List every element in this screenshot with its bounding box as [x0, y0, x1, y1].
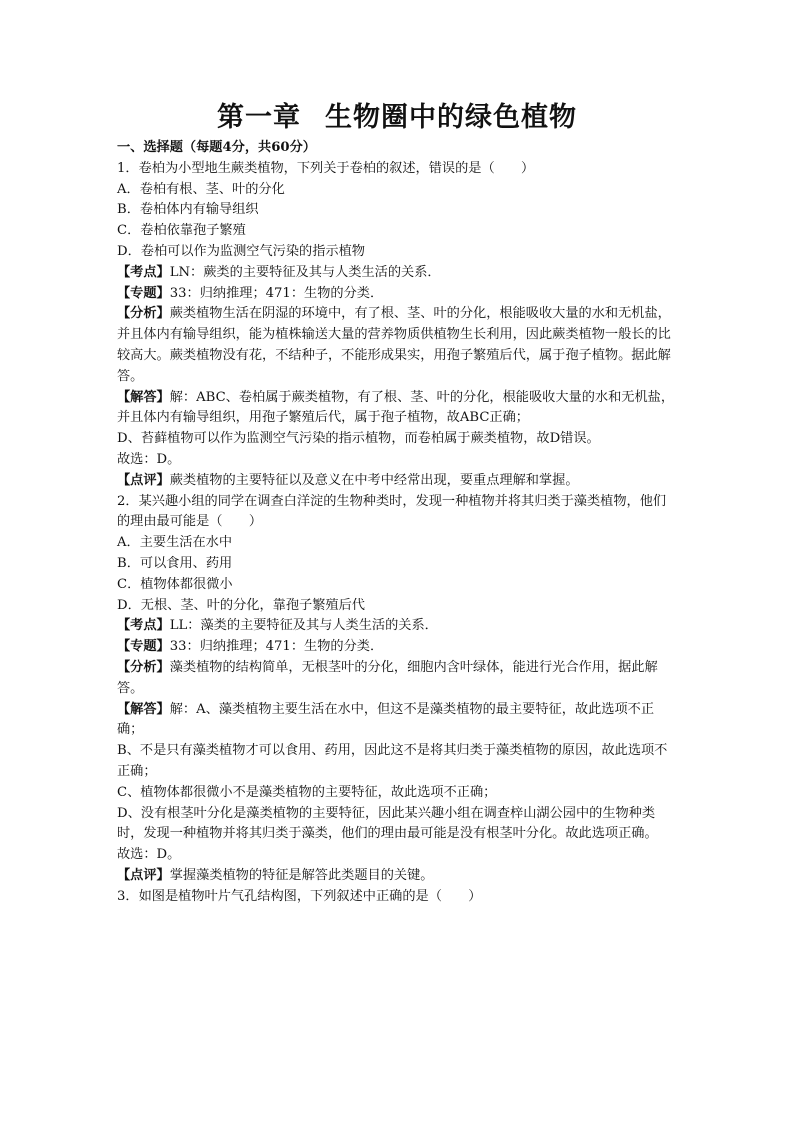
chapter-number: 第一章	[217, 102, 301, 133]
question-1-jieda-line: D、苔藓植物可以作为监测空气污染的指示植物，而卷柏属于蕨类植物，故D错误。	[117, 431, 600, 447]
document-body	[117, 138, 677, 907]
question-2-option-b: B．可以食用、药用	[117, 555, 233, 571]
question-1-kaodian	[117, 263, 677, 284]
kaodian-text: LN：蕨类的主要特征及其与人类生活的关系．	[169, 264, 441, 280]
question-2-fenxi	[117, 658, 677, 700]
dianping-text: 掌握藻类植物的特征是解答此类题目的关键。	[169, 867, 434, 883]
question-2-option-d: D．无根、茎、叶的分化，靠孢子繁殖后代	[117, 597, 365, 613]
dianping-label: 【点评】	[117, 867, 170, 883]
question-2-jieda-line: D、没有根茎叶分化是藻类植物的主要特征，因此某兴趣小组在调查梓山湖公园中的生物种类时，发现一种植物并将其归类于藻类，他们的理由最可能是没有根茎叶分化。故此选项正确。	[117, 805, 658, 842]
question-2-answer: 故选：D。	[117, 847, 181, 863]
zhuanti-text: 33：归纳推理；471：生物的分类．	[169, 639, 384, 655]
question-1-option-a: A．卷柏有根、茎、叶的分化	[117, 181, 285, 197]
chapter-name: 生物圈中的绿色植物	[325, 102, 577, 133]
question-1-answer: 故选：D。	[117, 451, 181, 467]
zhuanti-label: 【专题】	[117, 639, 170, 655]
fenxi-label: 【分析】	[117, 659, 170, 675]
question-1-jieda	[117, 388, 677, 430]
question-2-option-c: C．植物体都很微小	[117, 576, 233, 592]
kaodian-text: LL：藻类的主要特征及其与人类生活的关系．	[169, 618, 438, 634]
zhuanti-text: 33：归纳推理；471：生物的分类．	[169, 285, 384, 301]
dianping-label: 【点评】	[117, 472, 170, 488]
dianping-text: 蕨类植物的主要特征以及意义在中考中经常出现，要重点理解和掌握。	[169, 472, 579, 488]
question-1-stem: 1．卷柏为小型地生蕨类植物，下列关于卷柏的叙述，错误的是（ ）	[117, 160, 535, 176]
question-1-option-b: B．卷柏体内有输导组织	[117, 202, 259, 218]
section-heading: 一、选择题（每题4分，共60分）	[117, 140, 316, 155]
jieda-line: 解：A、藻类植物主要生活在水中，但这不是藻类植物的最主要特征，故此选项不正确；	[117, 701, 655, 738]
question-2-zhuanti	[117, 637, 677, 658]
question-3-stem: 3．如图是植物叶片气孔结构图，下列叙述中正确的是（ ）	[117, 888, 482, 904]
kaodian-label: 【考点】	[117, 618, 170, 634]
question-2-jieda-line: C、植物体都很微小不是藻类植物的主要特征，故此选项不正确；	[117, 784, 497, 800]
question-1-fenxi	[117, 304, 677, 387]
question-2-jieda	[117, 700, 677, 742]
kaodian-label: 【考点】	[117, 264, 170, 280]
jieda-label: 【解答】	[117, 389, 170, 405]
question-1-zhuanti	[117, 284, 677, 305]
question-1-option-d: D．卷柏可以作为监测空气污染的指示植物	[117, 243, 365, 259]
fenxi-text: 蕨类植物生活在阴湿的环境中，有了根、茎、叶的分化，根能吸收大量的水和无机盐，并且体内有输导组织，能为植株输送大量的营养物质供植物生长利用，因此蕨类植物一般长的比较高大。蕨类植物没有花，不结种子，不能形成果实，用孢子繁殖后代，属于孢子植物。据此解答。	[117, 306, 671, 384]
question-2-dianping	[117, 866, 677, 887]
chapter-title	[0, 98, 794, 138]
jieda-line: 解：ABC、卷柏属于蕨类植物，有了根、茎、叶的分化，根能吸收大量的水和无机盐，并且体内有输导组织，用孢子繁殖后代，属于孢子植物，故ABC正确；	[117, 389, 675, 426]
fenxi-label: 【分析】	[117, 306, 170, 322]
jieda-label: 【解答】	[117, 701, 170, 717]
question-2-stem: 2．某兴趣小组的同学在调查白洋淀的生物种类时，发现一种植物并将其归类于藻类植物，他们的理由最可能是（ ）	[117, 493, 667, 530]
question-2-option-a: A．主要生活在水中	[117, 535, 233, 551]
question-2-kaodian	[117, 616, 677, 637]
question-1-dianping	[117, 471, 677, 492]
question-2-jieda-line: B、不是只有藻类植物才可以食用、药用，因此这不是将其归类于藻类植物的原因，故此选项不正确；	[117, 743, 668, 779]
question-1-option-c: C．卷柏依靠孢子繁殖	[117, 223, 246, 239]
zhuanti-label: 【专题】	[117, 285, 170, 301]
fenxi-text: 藻类植物的结构简单，无根茎叶的分化，细胞内含叶绿体，能进行光合作用，据此解答。	[117, 659, 658, 696]
